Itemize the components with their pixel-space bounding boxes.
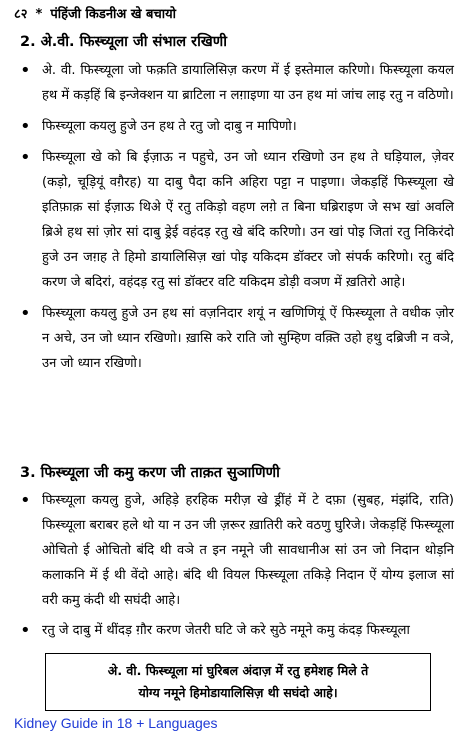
section-3-title: 3. फिस्च्यूला जी कमु करण जी ताक़त सुञाणिणी bbox=[20, 465, 280, 481]
list-item bbox=[20, 301, 454, 376]
section-2-list bbox=[20, 58, 454, 376]
section-3-list bbox=[20, 488, 454, 643]
callout-line-2: योग्य नमूने हिमोडायालिसिज़ थी सघंदो आहे। bbox=[138, 685, 338, 700]
list-item-text: फिस्च्यूला कयलु हुजे उन हथ सां वज़निदार शयूं न खणिणियूं ऐं फिस्च्यूला ते वधीक ज़ोर न अचे, उन जो ध्यान रखिणो। ख़ासि करे राति जो सुम्हिण वक़्ति उहो हथु दब्रिजी न वञे, उन जो ध्यान रखिणो। bbox=[42, 306, 454, 371]
section-2-title: 2. अे.वी. फिस्च्यूला जी संभाल रखिणी bbox=[20, 34, 227, 50]
callout-box bbox=[45, 653, 431, 711]
callout-line-1: अे. वी. फिस्च्यूला मां घुरिबल अंदाज़ में रतु हमेशह मिले ते bbox=[107, 663, 369, 678]
bullet-icon: • bbox=[20, 60, 31, 81]
list-item bbox=[20, 618, 454, 643]
separator-star: * bbox=[35, 7, 43, 22]
list-item-text: फिस्च्यूला कयलु हुजे उन हथ ते रतु जो दाबु न मापिणो। bbox=[42, 119, 297, 134]
bullet-icon: • bbox=[20, 116, 31, 137]
list-item bbox=[20, 145, 454, 295]
footer-link[interactable]: Kidney Guide in 18 + Languages bbox=[14, 715, 218, 731]
bullet-icon: • bbox=[20, 303, 31, 324]
list-item-text: फिस्च्यूला खे को बि ईज़ाऊ न पहुचे, उन जो ध्यान रखिणो उन हथ ते घड़ियाल, ज़ेवर (कड़ो, चूड़ियूं वग़ैरह) या दाबु पैदा कनि अहिरा पट्टा न पाइणा। जेकड़हिं फिस्च्यूला खे इतिफ़ाक़ सां ईज़ाऊ थिअे ऐं रतु तकिड़ो वहण लग़े त बिना घब्रिराइण जे सभ खां अवलि ब्रिअे हथ सां ज़ोर सां दाबु ड्रेई वहंदड़ रतु खे बंदि करिणो। उन खां पोइ जितां रतु निकिरंदो हुजे उन जग़ह ते हिमो डायालिसिज़ खां पोइ यकिदम डॉक्टर जो संपर्क करिणो। रतु बंदि करण जे बदिरां, वहंदड़ रतु सां डॉक्टर वटि यकिदम डोड़ी वञण में ख़तिरो आहे। bbox=[42, 150, 454, 290]
list-item-text: फिस्च्यूला कयलु हुजे, अहिड़े हरहिक मरीज़ खे ड्रींहं में टे दफ़ा (सुबह, मंझंदि, राति) फिस्च्यूला बराबर हले थो या न उन जी ज़रूर ख़ातिरी करे वठणु घुरिजे। जेकड़हिं फिस्च्यूला ओचितो ई ओचितो बंदि थी वञे त इन नमूने जी सावधानीअ सां उन जो निदान थोड़नि कलाकनि में ई थी वेंदो आहे। बंदि थी वियल फिस्च्यूला तकिड़े निदान ऐं योग्य इलाज सां वरी कमु कंदी थी सघंदी आहे। bbox=[42, 493, 454, 608]
bullet-icon: • bbox=[20, 147, 31, 168]
running-title: पंहिंजी किडनीअ खे बचायो bbox=[50, 7, 176, 22]
bullet-icon: • bbox=[20, 620, 31, 641]
bullet-icon: • bbox=[20, 490, 31, 511]
list-item-text: रतु जे दाबु में थींदड़ ग़ौर करण जेतरी घटि जे करे सुठे नमूने कमु कंदड़ फिस्च्यूला bbox=[42, 623, 410, 638]
page-header bbox=[14, 4, 460, 22]
list-item bbox=[20, 114, 454, 139]
list-item-text: अे. वी. फिस्च्यूला जो फक़ति डायालिसिज़ करण में ई इस्तेमाल करिणो। फिस्च्यूला कयल हथ में कड़हिं बि इन्जेक्शन या ब्राटिला न लग़ाइणा या उन हथ मां जांच लाइ रतु न वठिणो। bbox=[42, 63, 454, 103]
list-item bbox=[20, 488, 454, 613]
list-item bbox=[20, 58, 454, 108]
page-number: ८२ bbox=[14, 7, 28, 22]
